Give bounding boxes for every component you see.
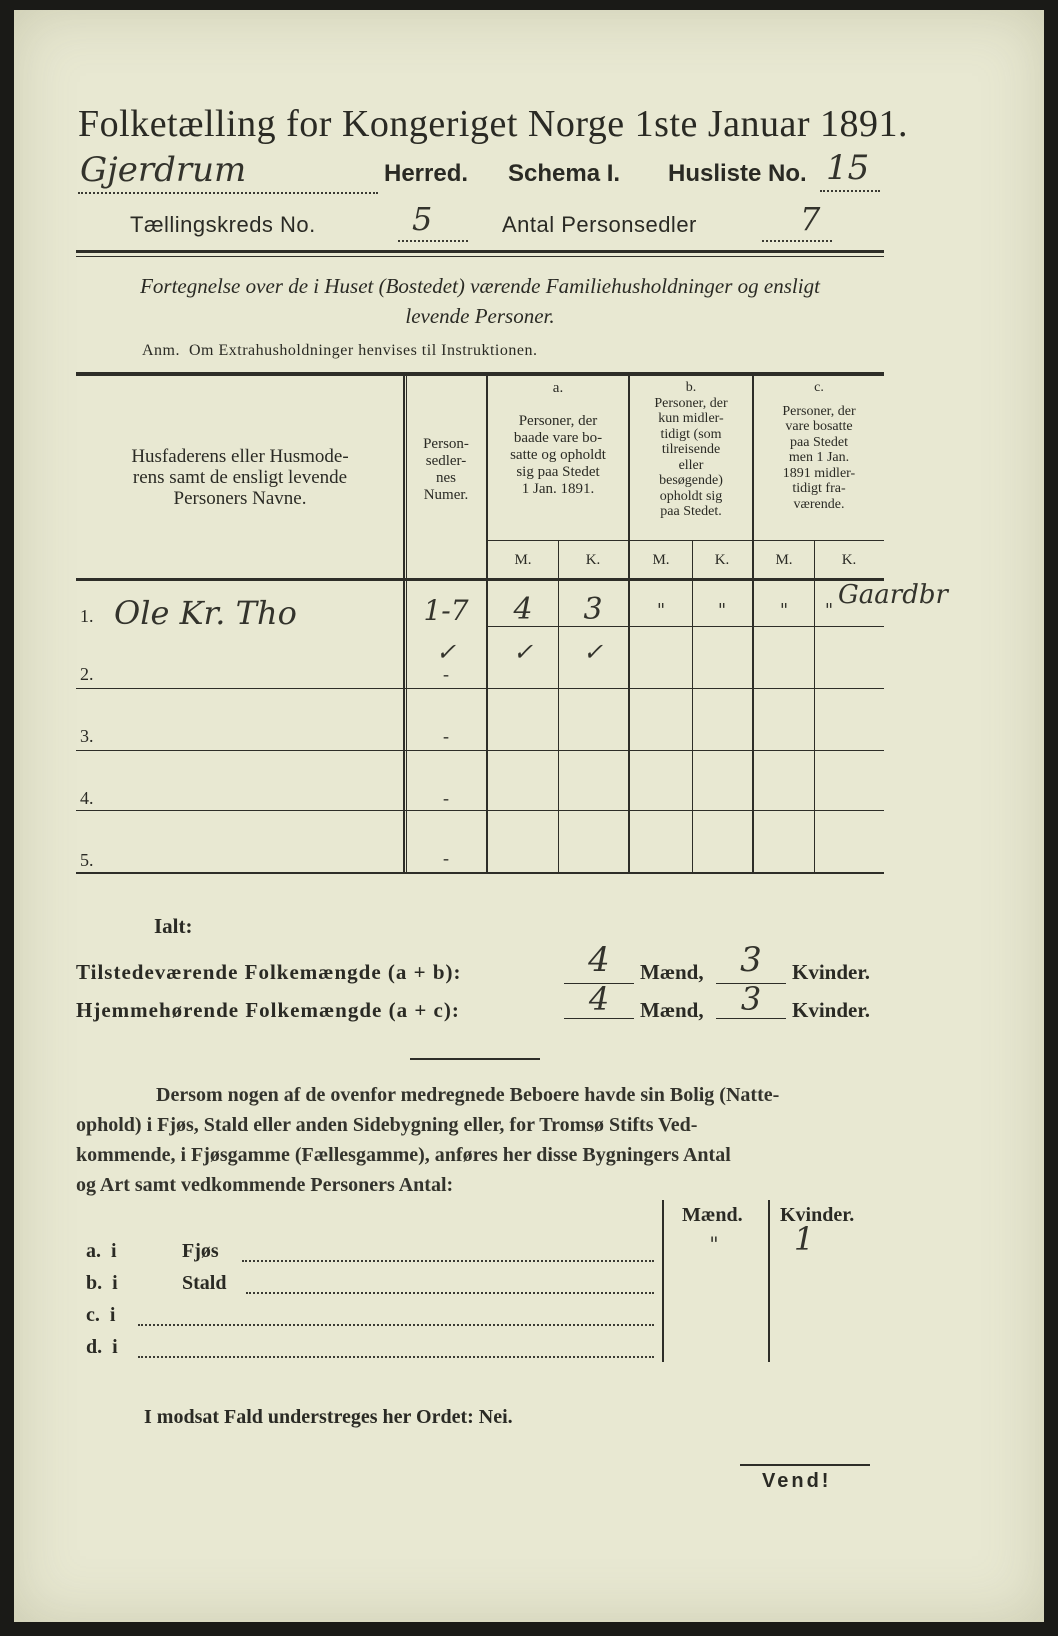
hjemme-label: Hjemmehørende Folkemængde (a + c):	[76, 998, 460, 1022]
row-sedler-number: -	[443, 848, 449, 868]
check-mark-icon: ✓	[512, 638, 534, 666]
building-row-label: c. i	[86, 1304, 116, 1326]
census-form-page	[14, 10, 1044, 1622]
hjemme-kvinder-label: Kvinder.	[792, 998, 870, 1022]
hjemme-kvinder-value: 3	[740, 980, 762, 1018]
group-b-header: b. Personer, der kun midler- tidigt (som tilreisende eller besøgende) opholdt sig paa Stedet.	[654, 380, 728, 519]
row-c-k: "	[824, 600, 834, 621]
group-a-header: a. Personer, der baade vare bo- satte og opholdt sig paa Stedet 1 Jan. 1891.	[510, 380, 606, 497]
paragraph: Dersom nogen af de ovenfor medregnede Beboere havde sin Bolig (Natte- ophold) i Fjøs, Stald eller anden Sidebygning eller, for Tromsø Stifts Ved- kommende, i Fjøsgamme (Fællesgamme), anføres her disse Bygningers Antal og Art samt vedkommende Personers Antal:	[76, 1084, 780, 1196]
b-k-label: K.	[714, 552, 730, 568]
row-number: 2.	[80, 664, 94, 684]
row-b-m: "	[656, 600, 666, 621]
hjemme-maend-value: 4	[588, 980, 610, 1018]
a-m-label: M.	[514, 552, 532, 568]
schema-label: Schema I.	[508, 160, 621, 187]
row-sedler-number: -	[443, 726, 449, 746]
group-c-header: c. Personer, der vare bosatte paa Stedet men 1 Jan. 1891 midler- tidigt fra- værende.	[782, 380, 856, 512]
divider	[410, 1058, 540, 1060]
row-name: Ole Kr. Tho	[114, 594, 297, 632]
building-row-kvinder: 1	[793, 1220, 815, 1258]
names-column-header: Husfaderens eller Husmode- rens samt de ensligt levende Personers Navne.	[131, 446, 349, 509]
subtitle-line1: Fortegnelse over de i Huset (Bostedet) værende Familiehusholdninger og ensligt	[140, 274, 820, 298]
building-row-label: a. i	[86, 1240, 117, 1262]
c-k-label: K.	[841, 552, 857, 568]
form-title: Folketælling for Kongeriget Norge 1ste Januar 1891.	[78, 103, 909, 145]
row-number: 5.	[80, 850, 94, 870]
row-number: 1.	[80, 606, 94, 626]
row-sedler-number: -	[443, 664, 449, 684]
row-number: 3.	[80, 726, 94, 746]
row-a-m: 4	[513, 592, 533, 627]
vend-text: Vend!	[762, 1470, 832, 1492]
row-a-k: 3	[583, 592, 603, 627]
tilstede-kvinder-label: Kvinder.	[792, 960, 870, 984]
check-mark-icon: ✓	[435, 638, 457, 666]
number-column-header: Person- sedler- nes Numer.	[423, 436, 469, 503]
ialt-label: Ialt:	[154, 914, 193, 938]
building-row-name: Fjøs	[182, 1240, 219, 1262]
row-sedler-number: 1-7	[423, 594, 469, 627]
note-text: Anm. Om Extrahusholdninger henvises til Instruktionen.	[142, 342, 538, 359]
row-sedler-number: -	[443, 788, 449, 808]
buildings-kvinder-header: Kvinder.	[780, 1204, 855, 1226]
tilstede-maend-label: Mænd,	[640, 960, 704, 984]
subtitle-line2: levende Personer.	[405, 304, 555, 328]
husliste-label: Husliste No.	[668, 160, 807, 187]
personsedler-value: 7	[800, 200, 821, 238]
hjemme-maend-label: Mænd,	[640, 998, 704, 1022]
building-row-name: Stald	[182, 1272, 227, 1294]
kreds-label: Tællingskreds No.	[130, 212, 316, 237]
tilstede-kvinder-value: 3	[740, 940, 762, 980]
a-k-label: K.	[585, 552, 601, 568]
check-mark-icon: ✓	[582, 638, 604, 666]
kreds-value: 5	[412, 200, 433, 238]
building-row-label: b. i	[86, 1272, 118, 1294]
husliste-value: 15	[826, 148, 870, 188]
tilstede-label: Tilstedeværende Folkemængde (a + b):	[76, 960, 462, 984]
herred-label: Herred.	[384, 160, 469, 187]
buildings-maend-header: Mænd.	[682, 1204, 743, 1226]
b-m-label: M.	[652, 552, 670, 568]
row-number: 4.	[80, 788, 94, 808]
c-m-label: M.	[775, 552, 793, 568]
row-c-m: "	[779, 600, 789, 621]
modsat-text: I modsat Fald understreges her Ordet: Nei.	[144, 1406, 513, 1428]
tilstede-maend-value: 4	[588, 940, 610, 980]
row-note: Gaardbr	[838, 580, 948, 610]
building-row-label: d. i	[86, 1336, 118, 1358]
row-b-k: "	[717, 600, 727, 621]
personsedler-label: Antal Personsedler	[502, 212, 697, 237]
herred-value: Gjerdrum	[80, 150, 247, 190]
building-row-maend: "	[709, 1232, 719, 1256]
